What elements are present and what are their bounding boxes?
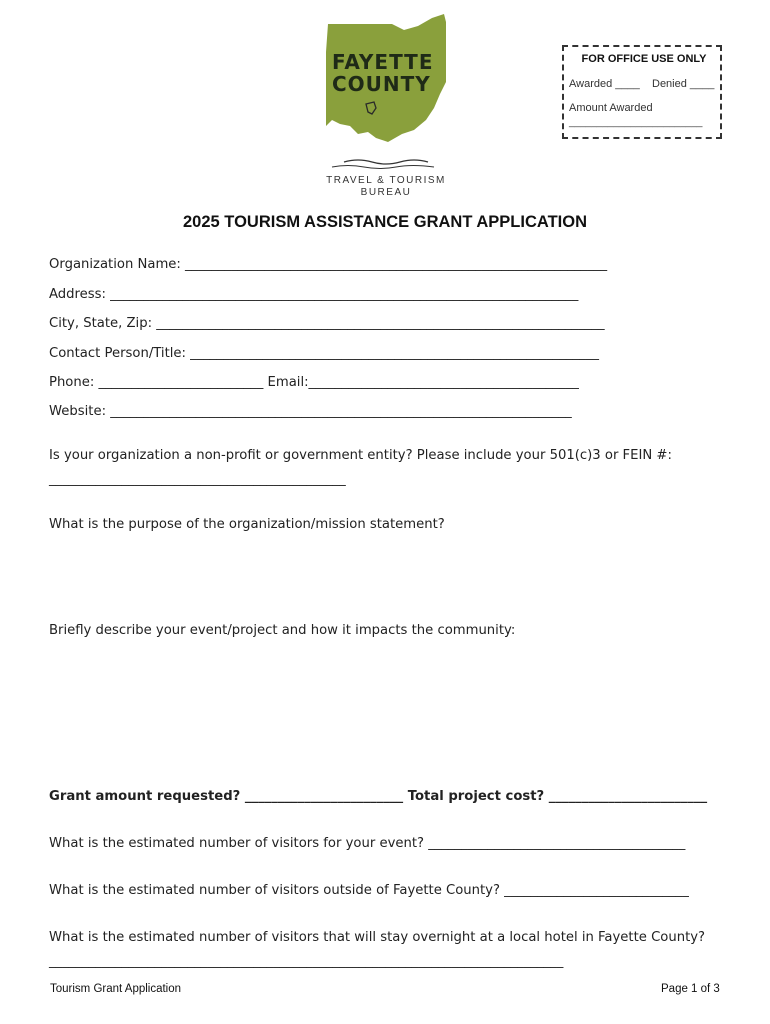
awarded-label: Awarded ____ bbox=[569, 78, 640, 90]
logo-tagline-1: TRAVEL & TOURISM bbox=[326, 175, 446, 186]
office-use-box bbox=[562, 45, 722, 139]
visitors-outside-field[interactable]: What is the estimated number of visitors outside of Fayette County? ____________________________ bbox=[49, 883, 689, 898]
denied-label: Denied ____ bbox=[652, 78, 715, 90]
office-use-title: FOR OFFICE USE ONLY bbox=[581, 53, 707, 65]
describe-question: Briefly describe your event/project and how it impacts the community: bbox=[49, 623, 516, 638]
fayette-county-logo bbox=[322, 12, 450, 202]
purpose-question: What is the purpose of the organization/mission statement? bbox=[49, 517, 445, 532]
logo-line2: COUNTY bbox=[332, 72, 431, 96]
logo-tagline-2: BUREAU bbox=[360, 187, 412, 198]
city-state-zip-field[interactable]: City, State, Zip: ____________________________________________________________________ bbox=[49, 316, 605, 331]
amount-awarded-blank: ________________________ bbox=[569, 117, 703, 128]
visitors-overnight-answer-line[interactable]: ______________________________________________________________________________ bbox=[49, 954, 564, 969]
wave-icon bbox=[330, 157, 440, 171]
footer-left: Tourism Grant Application bbox=[50, 983, 182, 995]
website-field[interactable]: Website: ______________________________________________________________________ bbox=[49, 404, 572, 419]
nonprofit-answer-line[interactable]: _____________________________________________ bbox=[49, 472, 346, 487]
visitors-field[interactable]: What is the estimated number of visitors for your event? _______________________________________ bbox=[49, 836, 686, 851]
logo-line1: FAYETTE bbox=[332, 50, 434, 74]
nonprofit-question: Is your organization a non-profit or government entity? Please include your 501(c)3 or FEIN #: bbox=[49, 448, 672, 463]
grant-amount-field[interactable]: Grant amount requested? ________________________ Total project cost? ________________________ bbox=[49, 789, 708, 804]
amount-awarded-label: Amount Awarded bbox=[569, 102, 653, 114]
page-number: Page 1 of 3 bbox=[661, 983, 720, 995]
page-title: 2025 TOURISM ASSISTANCE GRANT APPLICATION bbox=[183, 213, 587, 231]
address-field[interactable]: Address: _______________________________________________________________________ bbox=[49, 287, 579, 302]
phone-email-field[interactable]: Phone: _________________________ Email:_________________________________________ bbox=[49, 375, 579, 390]
visitors-overnight-question: What is the estimated number of visitors that will stay overnight at a local hotel in Fayette County? bbox=[49, 930, 706, 945]
contact-person-field[interactable]: Contact Person/Title: ______________________________________________________________ bbox=[49, 346, 599, 361]
organization-name-field[interactable]: Organization Name: ________________________________________________________________ bbox=[49, 257, 608, 272]
